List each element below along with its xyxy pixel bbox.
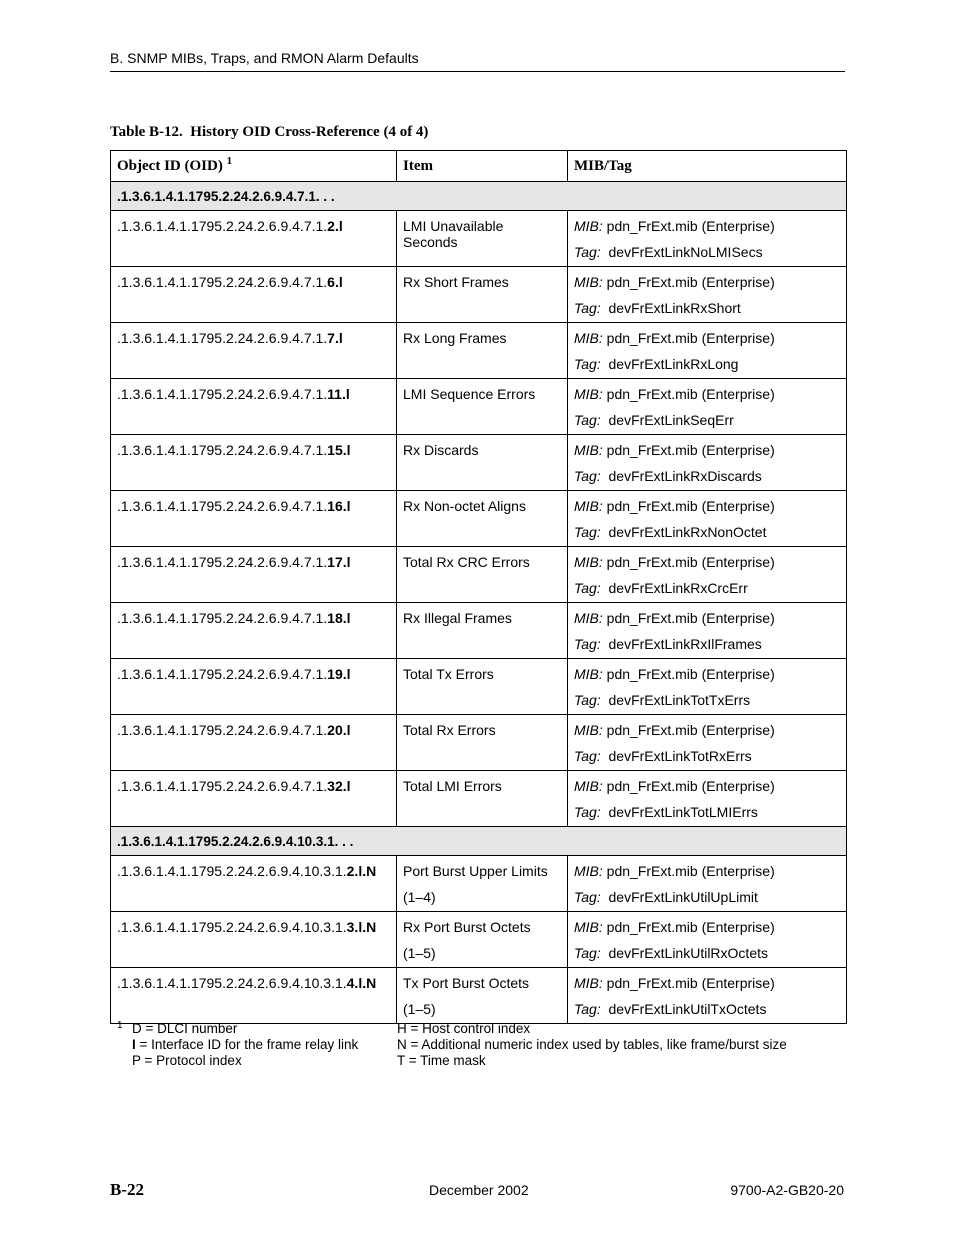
oid-cell xyxy=(111,323,397,379)
table-row xyxy=(111,912,847,968)
mib-tag-cell xyxy=(568,267,847,323)
footnote-line: N = Additional numeric index used by tables, like frame/burst size xyxy=(397,1037,787,1052)
item-cell xyxy=(397,912,568,968)
tag-value: devFrExtLinkTotLMIErrs xyxy=(608,804,758,820)
oid-base: .1.3.6.1.4.1.1795.2.24.2.6.9.4.7.1. xyxy=(117,386,328,402)
mib-label: MIB: xyxy=(574,554,603,570)
item-cell xyxy=(397,659,568,715)
item-cell xyxy=(397,379,568,435)
table-row xyxy=(111,435,847,491)
item-cell xyxy=(397,603,568,659)
table-header-row xyxy=(111,151,847,182)
item-name: Rx Port Burst Octets xyxy=(403,919,531,935)
mib-tag-cell xyxy=(568,491,847,547)
mib-label: MIB: xyxy=(574,330,603,346)
tag-value: devFrExtLinkNoLMISecs xyxy=(608,244,763,260)
tag-value: devFrExtLinkUtilRxOctets xyxy=(608,945,768,961)
footnote-line: D = DLCI number xyxy=(132,1021,238,1036)
oid-base: .1.3.6.1.4.1.1795.2.24.2.6.9.4.7.1. xyxy=(117,330,328,346)
mib-value: pdn_FrExt.mib (Enterprise) xyxy=(606,666,775,682)
footnote-column-right xyxy=(397,1021,787,1069)
tag-value: devFrExtLinkTotTxErrs xyxy=(608,692,751,708)
oid-suffix: 20.l xyxy=(327,722,351,738)
oid-cross-reference-table xyxy=(110,150,847,1024)
oid-cell xyxy=(111,856,397,912)
oid-cell xyxy=(111,603,397,659)
oid-base: .1.3.6.1.4.1.1795.2.24.2.6.9.4.7.1. xyxy=(117,442,328,458)
oid-base: .1.3.6.1.4.1.1795.2.24.2.6.9.4.10.3.1. xyxy=(117,863,347,879)
item-range: (1–4) xyxy=(403,889,436,905)
header-rule xyxy=(110,71,845,72)
oid-cell xyxy=(111,968,397,1024)
oid-base: .1.3.6.1.4.1.1795.2.24.2.6.9.4.7.1. xyxy=(117,722,328,738)
item-name: Tx Port Burst Octets xyxy=(403,975,530,991)
footnote-line: I = Interface ID for the frame relay link xyxy=(132,1037,359,1052)
oid-suffix: 17.l xyxy=(327,554,351,570)
mib-tag-cell xyxy=(568,771,847,827)
mib-value: pdn_FrExt.mib (Enterprise) xyxy=(606,218,775,234)
mib-value: pdn_FrExt.mib (Enterprise) xyxy=(606,722,775,738)
item-range: (1–5) xyxy=(403,1001,436,1017)
table-row xyxy=(111,379,847,435)
mib-value: pdn_FrExt.mib (Enterprise) xyxy=(606,498,775,514)
item-name: Rx Discards xyxy=(403,442,479,458)
item-name: Rx Non-octet Aligns xyxy=(403,498,526,514)
footnote-line: T = Time mask xyxy=(397,1053,486,1068)
table-row xyxy=(111,323,847,379)
item-cell xyxy=(397,267,568,323)
mib-label: MIB: xyxy=(574,975,603,991)
tag-label: Tag: xyxy=(574,636,601,652)
column-header-oid xyxy=(111,151,397,182)
item-name: LMI Sequence Errors xyxy=(403,386,536,402)
item-name: Port Burst Upper Limits xyxy=(403,863,548,879)
mib-value: pdn_FrExt.mib (Enterprise) xyxy=(606,442,775,458)
oid-suffix: 32.l xyxy=(327,778,351,794)
oid-group-heading: .1.3.6.1.4.1.1795.2.24.2.6.9.4.7.1. . . xyxy=(111,182,847,211)
oid-suffix: 19.l xyxy=(327,666,351,682)
item-name: LMI Unavailable Seconds xyxy=(403,218,504,250)
item-cell xyxy=(397,491,568,547)
tag-value: devFrExtLinkRxCrcErr xyxy=(608,580,748,596)
item-cell xyxy=(397,715,568,771)
footnote-mark: 1 xyxy=(117,1020,123,1031)
tag-value: devFrExtLinkUtilUpLimit xyxy=(608,889,758,905)
table-row xyxy=(111,547,847,603)
mib-label: MIB: xyxy=(574,274,603,290)
item-name: Rx Long Frames xyxy=(403,330,507,346)
running-head: B. SNMP MIBs, Traps, and RMON Alarm Defaults xyxy=(110,50,419,66)
oid-suffix: 2.l xyxy=(327,218,343,234)
tag-value: devFrExtLinkRxIlFrames xyxy=(608,636,762,652)
table-caption: Table B-12. History OID Cross-Reference (4 of 4) xyxy=(110,124,429,140)
oid-base: .1.3.6.1.4.1.1795.2.24.2.6.9.4.7.1. xyxy=(117,610,328,626)
oid-cell xyxy=(111,912,397,968)
tag-label: Tag: xyxy=(574,1001,601,1017)
oid-group-row xyxy=(111,182,847,211)
mib-label: MIB: xyxy=(574,722,603,738)
tag-label: Tag: xyxy=(574,300,601,316)
footnote-line: P = Protocol index xyxy=(132,1053,242,1068)
table-row xyxy=(111,771,847,827)
item-range: (1–5) xyxy=(403,945,436,961)
oid-cell xyxy=(111,211,397,267)
mib-tag-cell xyxy=(568,435,847,491)
item-name: Total Rx Errors xyxy=(403,722,496,738)
mib-tag-cell xyxy=(568,856,847,912)
item-name: Total LMI Errors xyxy=(403,778,502,794)
tag-value: devFrExtLinkRxLong xyxy=(608,356,739,372)
oid-base: .1.3.6.1.4.1.1795.2.24.2.6.9.4.7.1. xyxy=(117,666,328,682)
oid-base: .1.3.6.1.4.1.1795.2.24.2.6.9.4.7.1. xyxy=(117,274,328,290)
mib-tag-cell xyxy=(568,211,847,267)
mib-value: pdn_FrExt.mib (Enterprise) xyxy=(606,975,775,991)
table-row xyxy=(111,603,847,659)
tag-label: Tag: xyxy=(574,524,601,540)
mib-label: MIB: xyxy=(574,218,603,234)
oid-cell xyxy=(111,547,397,603)
footnote-bold-prefix: I xyxy=(132,1037,136,1052)
table-row xyxy=(111,856,847,912)
tag-value: devFrExtLinkRxDiscards xyxy=(608,468,762,484)
oid-suffix: 6.l xyxy=(327,274,343,290)
mib-value: pdn_FrExt.mib (Enterprise) xyxy=(606,386,775,402)
tag-value: devFrExtLinkTotRxErrs xyxy=(608,748,752,764)
oid-suffix: 18.l xyxy=(327,610,351,626)
oid-suffix: 4.l.N xyxy=(346,975,377,991)
mib-tag-cell xyxy=(568,912,847,968)
oid-cell xyxy=(111,771,397,827)
item-cell xyxy=(397,856,568,912)
mib-tag-cell xyxy=(568,379,847,435)
tag-label: Tag: xyxy=(574,244,601,260)
item-name: Rx Short Frames xyxy=(403,274,509,290)
tag-label: Tag: xyxy=(574,945,601,961)
publication-date: December 2002 xyxy=(429,1182,529,1198)
footnote-line: H = Host control index xyxy=(397,1021,531,1036)
mib-value: pdn_FrExt.mib (Enterprise) xyxy=(606,863,775,879)
mib-tag-cell xyxy=(568,715,847,771)
oid-suffix: 11.l xyxy=(327,386,350,402)
tag-label: Tag: xyxy=(574,889,601,905)
item-name: Total Rx CRC Errors xyxy=(403,554,530,570)
oid-cell xyxy=(111,659,397,715)
mib-tag-cell xyxy=(568,968,847,1024)
item-cell xyxy=(397,771,568,827)
tag-label: Tag: xyxy=(574,748,601,764)
oid-suffix: 2.l.N xyxy=(346,863,377,879)
oid-suffix: 7.l xyxy=(327,330,343,346)
tag-value: devFrExtLinkRxNonOctet xyxy=(608,524,767,540)
mib-value: pdn_FrExt.mib (Enterprise) xyxy=(606,554,775,570)
tag-value: devFrExtLinkRxShort xyxy=(608,300,741,316)
column-header-oid-label: Object ID (OID) xyxy=(117,157,223,174)
oid-cell xyxy=(111,715,397,771)
mib-label: MIB: xyxy=(574,610,603,626)
tag-label: Tag: xyxy=(574,412,601,428)
column-header-mib: MIB/Tag xyxy=(568,151,847,182)
oid-group-row xyxy=(111,827,847,856)
oid-suffix: 3.l.N xyxy=(346,919,377,935)
footnote-ref: 1 xyxy=(226,154,233,167)
tag-value: devFrExtLinkSeqErr xyxy=(608,412,734,428)
tag-label: Tag: xyxy=(574,804,601,820)
oid-cell xyxy=(111,379,397,435)
oid-base: .1.3.6.1.4.1.1795.2.24.2.6.9.4.7.1. xyxy=(117,554,328,570)
mib-tag-cell xyxy=(568,547,847,603)
document-number: 9700-A2-GB20-20 xyxy=(730,1182,844,1198)
table-row xyxy=(111,715,847,771)
tag-value: devFrExtLinkUtilTxOctets xyxy=(608,1001,767,1017)
table-row xyxy=(111,491,847,547)
mib-value: pdn_FrExt.mib (Enterprise) xyxy=(606,778,775,794)
footnote-column-left xyxy=(132,1021,358,1069)
table-row xyxy=(111,267,847,323)
table-row xyxy=(111,968,847,1024)
oid-cell xyxy=(111,435,397,491)
oid-base: .1.3.6.1.4.1.1795.2.24.2.6.9.4.7.1. xyxy=(117,218,328,234)
mib-label: MIB: xyxy=(574,863,603,879)
oid-suffix: 16.l xyxy=(327,498,351,514)
oid-base: .1.3.6.1.4.1.1795.2.24.2.6.9.4.10.3.1. xyxy=(117,919,347,935)
tag-label: Tag: xyxy=(574,580,601,596)
mib-value: pdn_FrExt.mib (Enterprise) xyxy=(606,274,775,290)
item-cell xyxy=(397,211,568,267)
column-header-item: Item xyxy=(397,151,568,182)
mib-value: pdn_FrExt.mib (Enterprise) xyxy=(606,330,775,346)
item-name: Rx Illegal Frames xyxy=(403,610,512,626)
table-body xyxy=(111,182,847,1024)
table-row xyxy=(111,211,847,267)
item-cell xyxy=(397,547,568,603)
oid-cell xyxy=(111,267,397,323)
oid-group-heading: .1.3.6.1.4.1.1795.2.24.2.6.9.4.10.3.1. . . xyxy=(111,827,847,856)
tag-label: Tag: xyxy=(574,356,601,372)
oid-base: .1.3.6.1.4.1.1795.2.24.2.6.9.4.7.1. xyxy=(117,498,328,514)
item-cell xyxy=(397,435,568,491)
mib-value: pdn_FrExt.mib (Enterprise) xyxy=(606,919,775,935)
mib-tag-cell xyxy=(568,603,847,659)
item-name: Total Tx Errors xyxy=(403,666,494,682)
mib-tag-cell xyxy=(568,659,847,715)
oid-base: .1.3.6.1.4.1.1795.2.24.2.6.9.4.10.3.1. xyxy=(117,975,347,991)
mib-label: MIB: xyxy=(574,386,603,402)
table-row xyxy=(111,659,847,715)
mib-label: MIB: xyxy=(574,919,603,935)
oid-base: .1.3.6.1.4.1.1795.2.24.2.6.9.4.7.1. xyxy=(117,778,328,794)
mib-label: MIB: xyxy=(574,498,603,514)
item-cell xyxy=(397,323,568,379)
item-cell xyxy=(397,968,568,1024)
tag-label: Tag: xyxy=(574,692,601,708)
page-number: B-22 xyxy=(110,1180,144,1199)
oid-cell xyxy=(111,491,397,547)
mib-value: pdn_FrExt.mib (Enterprise) xyxy=(606,610,775,626)
mib-label: MIB: xyxy=(574,778,603,794)
mib-tag-cell xyxy=(568,323,847,379)
mib-label: MIB: xyxy=(574,442,603,458)
tag-label: Tag: xyxy=(574,468,601,484)
mib-label: MIB: xyxy=(574,666,603,682)
oid-suffix: 15.l xyxy=(327,442,351,458)
